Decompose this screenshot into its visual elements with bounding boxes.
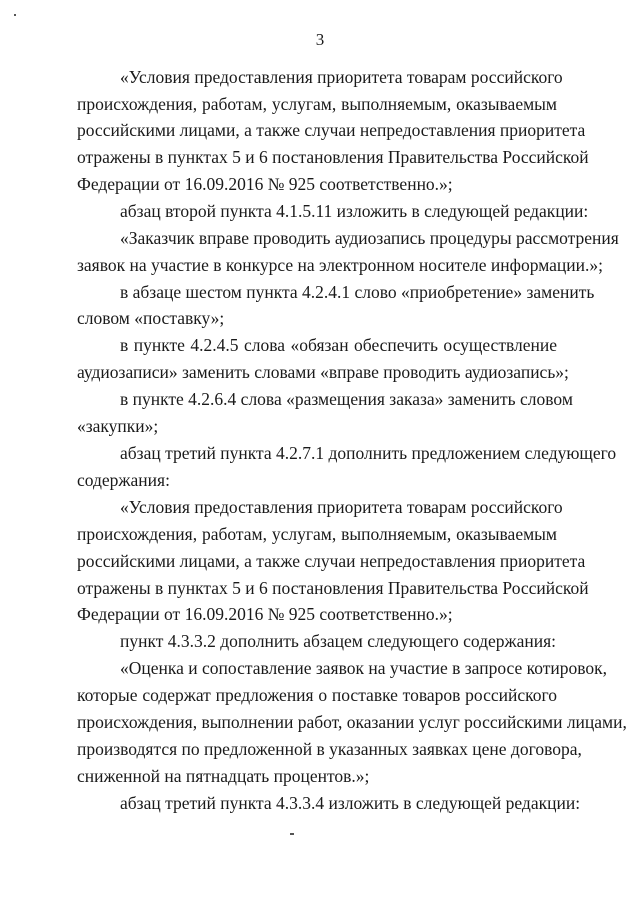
text-line: сниженной на пятнадцать процентов.»; xyxy=(77,766,370,786)
text-line: содержания: xyxy=(77,470,170,490)
text-line: отражены в пунктах 5 и 6 постановления Правительства Российской xyxy=(77,578,589,598)
text-line: происхождения, выполнении работ, оказании услуг российскими лицами, xyxy=(77,712,627,732)
text-line: «Условия предоставления приоритета товарам российского xyxy=(120,497,563,517)
text-line: Федерации от 16.09.2016 № 925 соответственно.»; xyxy=(77,604,453,624)
text-line: абзац второй пункта 4.1.5.11 изложить в следующей редакции: xyxy=(120,201,589,221)
text-line: словом «поставку»; xyxy=(77,308,225,328)
text-line: абзац третий пункта 4.3.3.4 изложить в следующей редакции: xyxy=(120,793,581,813)
text-line: производятся по предложенной в указанных заявках цене договора, xyxy=(77,739,582,759)
text-line: «закупки»; xyxy=(77,416,159,436)
text-line: Федерации от 16.09.2016 № 925 соответственно.»; xyxy=(77,174,453,194)
text-line: происхождения, работам, услугам, выполняемым, оказываемым xyxy=(77,94,557,114)
text-line: пункт 4.3.3.2 дополнить абзацем следующего содержания: xyxy=(120,631,557,651)
scan-speck xyxy=(290,833,294,835)
page-number: 3 xyxy=(315,30,325,49)
text-line: абзац третий пункта 4.2.7.1 дополнить предложением следующего xyxy=(120,443,617,463)
text-line: российскими лицами, а также случаи непредоставления приоритета xyxy=(77,120,586,140)
text-line: в пункте 4.2.6.4 слова «размещения заказа» заменить словом xyxy=(120,389,573,409)
text-line: заявок на участие в конкурсе на электронном носителе информации.»; xyxy=(77,255,604,275)
text-line: аудиозаписи» заменить словами «вправе проводить аудиозапись»; xyxy=(77,362,569,382)
text-line: российскими лицами, а также случаи непредоставления приоритета xyxy=(77,551,586,571)
text-line: в абзаце шестом пункта 4.2.4.1 слово «приобретение» заменить xyxy=(120,282,595,302)
text-line: «Заказчик вправе проводить аудиозапись процедуры рассмотрения xyxy=(120,228,619,248)
text-line: «Условия предоставления приоритета товарам российского xyxy=(120,67,563,87)
text-line: отражены в пунктах 5 и 6 постановления Правительства Российской xyxy=(77,147,589,167)
text-line: которые содержат предложения о поставке товаров российского xyxy=(77,685,557,705)
text-line: происхождения, работам, услугам, выполняемым, оказываемым xyxy=(77,524,557,544)
text-line: «Оценка и сопоставление заявок на участие в запросе котировок, xyxy=(120,658,608,678)
text-line: в пункте 4.2.4.5 слова «обязан обеспечить осуществление xyxy=(120,335,557,355)
scan-speck xyxy=(14,14,16,16)
